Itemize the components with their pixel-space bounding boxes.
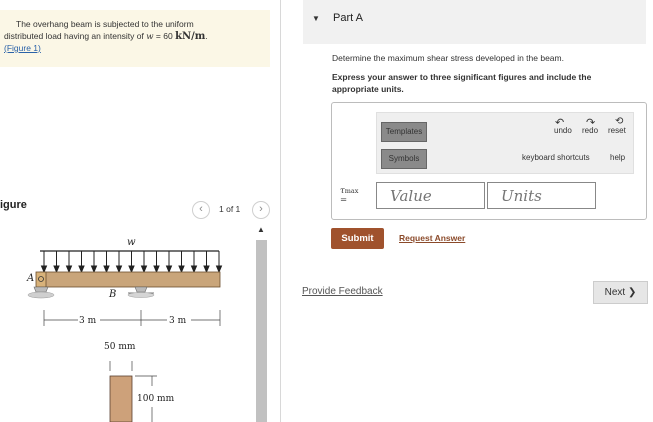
request-answer-link[interactable]: Request Answer [399,233,466,243]
load-arrow-head [79,266,84,272]
chevron-left-icon: ‹ [199,203,203,215]
equals-sign: = [340,195,348,205]
load-arrow-head [117,266,122,272]
redo-icon[interactable]: ↷ [586,117,596,129]
load-arrow-head [179,266,184,272]
templates-button[interactable]: Templates [381,122,427,142]
provide-feedback-link[interactable]: Provide Feedback [302,286,383,297]
figure-pager: 1 of 1 [219,204,241,214]
load-arrow-shafts [42,251,222,272]
load-arrow-head [92,266,97,272]
reset-icon[interactable]: ⟲ [615,116,624,127]
tau-symbol: τ [340,186,345,196]
w-units: kN/m [175,31,206,42]
redo-button[interactable]: redo [582,126,599,135]
scroll-up-arrow[interactable]: ▲ [257,225,265,234]
support-b [128,287,154,298]
span-2-label: 3 m [169,316,187,326]
part-title: Part A [333,12,363,24]
load-arrow-head [54,266,59,272]
load-arrow-head [129,266,134,272]
next-figure-button[interactable] [252,201,270,219]
load-arrow-head [67,266,72,272]
problem-line-2-text: distributed load having an intensity of [4,31,144,41]
prev-figure-button[interactable] [192,201,210,219]
help-link[interactable]: help [610,153,626,162]
load-arrow-head [142,266,147,272]
load-arrow-head [42,266,47,272]
point-a-label: A [27,273,35,284]
caret-down-icon[interactable]: ▼ [312,14,320,23]
problem-period: . [205,31,208,41]
load-label: w [127,237,136,248]
max-subscript: max [344,187,359,195]
figure-link[interactable]: (Figure 1) [4,43,41,53]
question-text: Determine the maximum shear stress developed in the beam. [332,53,564,63]
instruction-text: Express your answer to three significant figures and include the appropriate units. [332,72,592,94]
section-height-label: 100 mm [137,394,175,404]
math-toolbar [376,112,634,174]
next-button[interactable] [593,281,648,304]
problem-line-2 [4,31,208,42]
w-symbol: w [146,32,154,42]
keyboard-shortcuts-link[interactable]: keyboard shortcuts [522,153,590,162]
load-arrow-head [204,266,209,272]
undo-button[interactable]: undo [554,126,572,135]
load-arrows [40,251,222,272]
problem-statement [0,10,270,67]
cross-section [110,376,132,422]
section-width-label: 50 mm [104,342,136,352]
span-dimension-lines [44,310,220,326]
chevron-right-icon: › [259,203,263,215]
next-button-label: Next [604,287,626,298]
tau-max-label [340,186,358,204]
chevron-right-icon: ❯ [627,287,637,298]
span-1-label: 3 m [79,316,97,326]
w-value: = 60 [155,31,173,41]
value-input[interactable] [376,182,485,209]
symbols-button[interactable]: Symbols [381,149,427,169]
beam-diagram [0,230,250,422]
problem-line-1: The overhang beam is subjected to the uniform [16,19,194,29]
submit-button[interactable]: Submit [331,228,384,249]
load-arrow-head [217,266,222,272]
units-input[interactable] [487,182,596,209]
figure-title: igure [0,199,27,211]
beam [40,272,220,287]
undo-icon[interactable]: ↶ [555,117,565,129]
load-arrow-head [192,266,197,272]
scrollbar-thumb[interactable] [256,240,267,422]
load-arrow-head [167,266,172,272]
panel-divider [280,0,281,422]
point-b-label: B [109,289,117,300]
reset-button[interactable]: reset [608,126,626,135]
load-arrow-head [104,266,109,272]
load-arrow-head [154,266,159,272]
